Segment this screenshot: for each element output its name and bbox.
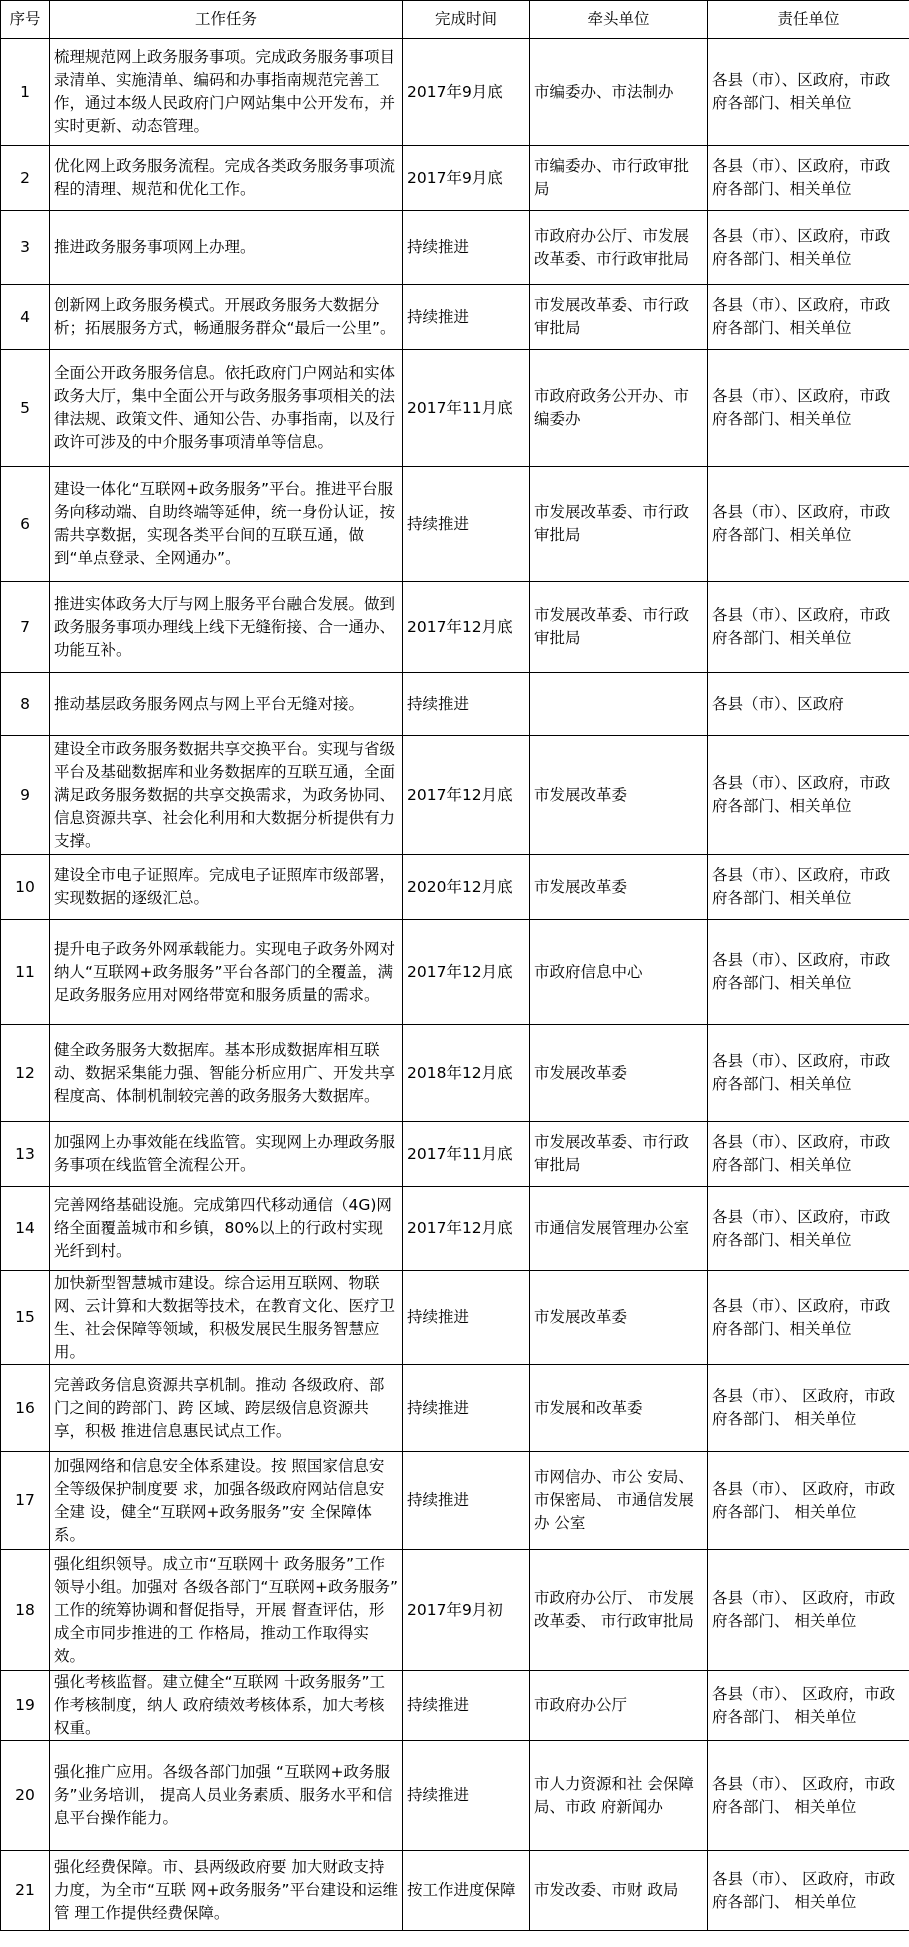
responsible-unit-cell: 各县（市）、 区政府，市政府各部门、 相关单位 bbox=[708, 1365, 909, 1452]
header-lead: 牵头单位 bbox=[530, 1, 708, 39]
responsible-unit-cell: 各县（市）、区政府，市政府各部门、相关单位 bbox=[708, 467, 909, 582]
lead-unit-cell: 市发展和改革委 bbox=[530, 1365, 708, 1452]
task-cell: 建设全市电子证照库。完成电子证照库市级部署，实现数据的逐级汇总。 bbox=[50, 855, 403, 920]
row-number: 14 bbox=[1, 1187, 50, 1271]
lead-unit-cell: 市通信发展管理办公室 bbox=[530, 1187, 708, 1271]
row-number: 7 bbox=[1, 582, 50, 673]
responsible-unit-cell: 各县（市）、区政府，市政府各部门、相关单位 bbox=[708, 1122, 909, 1187]
completion-time-cell: 持续推进 bbox=[403, 1271, 530, 1365]
table-row bbox=[1, 855, 909, 920]
table-row bbox=[1, 582, 909, 673]
row-number: 11 bbox=[1, 920, 50, 1025]
task-cell: 推进政务服务事项网上办理。 bbox=[50, 211, 403, 285]
table-row bbox=[1, 1365, 909, 1452]
responsible-unit-cell: 各县（市）、区政府，市政府各部门、相关单位 bbox=[708, 211, 909, 285]
table-row bbox=[1, 920, 909, 1025]
table-row bbox=[1, 285, 909, 350]
row-number: 13 bbox=[1, 1122, 50, 1187]
table-row bbox=[1, 1550, 909, 1671]
task-cell: 完善政务信息资源共享机制。推动 各级政府、部门之间的跨部门、跨 区域、跨层级信息资源共享，积极 推进信息惠民试点工作。 bbox=[50, 1365, 403, 1452]
responsible-unit-cell: 各县（市）、区政府，市政府各部门、相关单位 bbox=[708, 39, 909, 146]
row-number: 10 bbox=[1, 855, 50, 920]
table-row bbox=[1, 736, 909, 855]
completion-time-cell: 持续推进 bbox=[403, 673, 530, 736]
task-cell: 强化经费保障。市、县两级政府要 加大财政支持力度，为全市“互联 网+政务服务”平台建设和运维管 理工作提供经费保障。 bbox=[50, 1851, 403, 1931]
lead-unit-cell: 市发改委、市财 政局 bbox=[530, 1851, 708, 1931]
task-cell: 推进实体政务大厅与网上服务平台融合发展。做到政务服务事项办理线上线下无缝衔接、合一通办、功能互补。 bbox=[50, 582, 403, 673]
responsible-unit-cell: 各县（市）、区政府，市政府各部门、相关单位 bbox=[708, 920, 909, 1025]
lead-unit-cell: 市政府办公厅、 市发展改革委、 市行政审批局 bbox=[530, 1550, 708, 1671]
responsible-unit-cell: 各县（市）、 区政府，市政府各部门、 相关单位 bbox=[708, 1741, 909, 1851]
lead-unit-cell: 市发展改革委、市行政审批局 bbox=[530, 285, 708, 350]
completion-time-cell: 2017年12月底 bbox=[403, 920, 530, 1025]
responsible-unit-cell: 各县（市）、区政府，市政府各部门、相关单位 bbox=[708, 285, 909, 350]
task-cell: 优化网上政务服务流程。完成各类政务服务事项流程的清理、规范和优化工作。 bbox=[50, 146, 403, 211]
lead-unit-cell: 市编委办、市行政审批局 bbox=[530, 146, 708, 211]
completion-time-cell: 2017年11月底 bbox=[403, 1122, 530, 1187]
table-row bbox=[1, 1122, 909, 1187]
lead-unit-cell: 市政府办公厅 bbox=[530, 1671, 708, 1741]
responsible-unit-cell: 各县（市）、 区政府，市政府各部门、 相关单位 bbox=[708, 1851, 909, 1931]
row-number: 21 bbox=[1, 1851, 50, 1931]
task-cell: 创新网上政务服务模式。开展政务服务大数据分析；拓展服务方式，畅通服务群众“最后一公里”。 bbox=[50, 285, 403, 350]
table-row bbox=[1, 1452, 909, 1550]
completion-time-cell: 2017年12月底 bbox=[403, 582, 530, 673]
table-row bbox=[1, 146, 909, 211]
table-row bbox=[1, 1271, 909, 1365]
row-number: 8 bbox=[1, 673, 50, 736]
task-cell: 强化考核监督。建立健全“互联网 十政务服务”工作考核制度，纳人 政府绩效考核体系，加大考核权重。 bbox=[50, 1671, 403, 1741]
completion-time-cell: 持续推进 bbox=[403, 1365, 530, 1452]
lead-unit-cell: 市人力资源和社 会保障局、市政 府新闻办 bbox=[530, 1741, 708, 1851]
table-row bbox=[1, 467, 909, 582]
task-cell: 完善网络基础设施。完成第四代移动通信（4G)网络全面覆盖城市和乡镇，80%以上的行政村实现光纤到村。 bbox=[50, 1187, 403, 1271]
row-number: 5 bbox=[1, 350, 50, 467]
row-number: 17 bbox=[1, 1452, 50, 1550]
completion-time-cell: 持续推进 bbox=[403, 1671, 530, 1741]
completion-time-cell: 持续推进 bbox=[403, 1452, 530, 1550]
responsible-unit-cell: 各县（市）、区政府，市政府各部门、相关单位 bbox=[708, 582, 909, 673]
row-number: 18 bbox=[1, 1550, 50, 1671]
lead-unit-cell: 市发展改革委、市行政审批局 bbox=[530, 467, 708, 582]
completion-time-cell: 持续推进 bbox=[403, 285, 530, 350]
responsible-unit-cell: 各县（市）、区政府 bbox=[708, 673, 909, 736]
responsible-unit-cell: 各县（市）、 区政府，市政府各部门、 相关单位 bbox=[708, 1671, 909, 1741]
row-number: 15 bbox=[1, 1271, 50, 1365]
completion-time-cell: 2017年12月底 bbox=[403, 736, 530, 855]
task-cell: 强化推广应用。各级各部门加强 “互联网+政务服务”业务培训， 提高人员业务素质、服务水平和信 息平台操作能力。 bbox=[50, 1741, 403, 1851]
task-cell: 加强网络和信息安全体系建设。按 照国家信息安全等级保护制度要 求，加强各级政府网站信息安全建 设，健全“互联网+政务服务”安 全保障体系。 bbox=[50, 1452, 403, 1550]
completion-time-cell: 2018年12月底 bbox=[403, 1025, 530, 1122]
responsible-unit-cell: 各县（市）、区政府，市政府各部门、相关单位 bbox=[708, 146, 909, 211]
completion-time-cell: 2017年9月底 bbox=[403, 146, 530, 211]
task-cell: 梳理规范网上政务服务事项。完成政务服务事项目录清单、实施清单、编码和办事指南规范完善工作，通过本级人民政府门户网站集中公开发布，并实时更新、动态管理。 bbox=[50, 39, 403, 146]
lead-unit-cell: 市发展改革委 bbox=[530, 1271, 708, 1365]
table-row bbox=[1, 1741, 909, 1851]
table-row bbox=[1, 39, 909, 146]
completion-time-cell: 2017年11月底 bbox=[403, 350, 530, 467]
lead-unit-cell: 市发展改革委 bbox=[530, 736, 708, 855]
header-time: 完成时间 bbox=[403, 1, 530, 39]
lead-unit-cell: 市政府办公厅、市发展改革委、市行政审批局 bbox=[530, 211, 708, 285]
task-cell: 加强网上办事效能在线监管。实现网上办理政务服务事项在线监管全流程公开。 bbox=[50, 1122, 403, 1187]
completion-time-cell: 2017年9月初 bbox=[403, 1550, 530, 1671]
task-cell: 健全政务服务大数据库。基本形成数据库相互联动、数据采集能力强、智能分析应用广、开发共享程度高、体制机制较完善的政务服务大数据库。 bbox=[50, 1025, 403, 1122]
table-row bbox=[1, 1671, 909, 1741]
task-cell: 建设一体化“互联网+政务服务”平台。推进平台服务向移动端、自助终端等延伸，统一身份认证，按需共享数据，实现各类平台间的互联互通，做到“单点登录、全网通办”。 bbox=[50, 467, 403, 582]
task-cell: 建设全市政务服务数据共享交换平台。实现与省级平台及基础数据库和业务数据库的互联互通，全面满足政务服务数据的共享交换需求，为政务协同、信息资源共享、社会化利用和大数据分析提供有力支撑。 bbox=[50, 736, 403, 855]
task-cell: 推动基层政务服务网点与网上平台无缝对接。 bbox=[50, 673, 403, 736]
completion-time-cell: 按工作进度保障 bbox=[403, 1851, 530, 1931]
row-number: 12 bbox=[1, 1025, 50, 1122]
lead-unit-cell: 市政府政务公开办、市编委办 bbox=[530, 350, 708, 467]
row-number: 19 bbox=[1, 1671, 50, 1741]
responsible-unit-cell: 各县（市）、区政府，市政府各部门、相关单位 bbox=[708, 1025, 909, 1122]
responsible-unit-cell: 各县（市）、 区政府，市政府各部门、 相关单位 bbox=[708, 1452, 909, 1550]
row-number: 4 bbox=[1, 285, 50, 350]
lead-unit-cell: 市政府信息中心 bbox=[530, 920, 708, 1025]
responsible-unit-cell: 各县（市）、 区政府，市政府各部门、 相关单位 bbox=[708, 1550, 909, 1671]
row-number: 6 bbox=[1, 467, 50, 582]
lead-unit-cell: 市发展改革委 bbox=[530, 855, 708, 920]
row-number: 9 bbox=[1, 736, 50, 855]
lead-unit-cell: 市发展改革委 bbox=[530, 1025, 708, 1122]
completion-time-cell: 2017年9月底 bbox=[403, 39, 530, 146]
completion-time-cell: 持续推进 bbox=[403, 1741, 530, 1851]
table-row bbox=[1, 1851, 909, 1931]
header-no: 序号 bbox=[1, 1, 50, 39]
table-row bbox=[1, 1025, 909, 1122]
task-cell: 强化组织领导。成立市“互联网十 政务服务”工作领导小组。加强对 各级各部门“互联网+政务服务” 工作的统筹协调和督促指导，开展 督查评估，形成全市同步推进的工 作格局，推动工作取得实效。 bbox=[50, 1550, 403, 1671]
lead-unit-cell: 市编委办、市法制办 bbox=[530, 39, 708, 146]
header-task: 工作任务 bbox=[50, 1, 403, 39]
lead-unit-cell: 市发展改革委、市行政审批局 bbox=[530, 582, 708, 673]
responsible-unit-cell: 各县（市）、区政府，市政府各部门、相关单位 bbox=[708, 350, 909, 467]
completion-time-cell: 2020年12月底 bbox=[403, 855, 530, 920]
table-row bbox=[1, 211, 909, 285]
task-cell: 加快新型智慧城市建设。综合运用互联网、物联网、云计算和大数据等技术，在教育文化、医疗卫生、社会保障等领域，积极发展民生服务智慧应用。 bbox=[50, 1271, 403, 1365]
table-row bbox=[1, 673, 909, 736]
completion-time-cell: 持续推进 bbox=[403, 467, 530, 582]
row-number: 16 bbox=[1, 1365, 50, 1452]
lead-unit-cell: 市网信办、市公 安局、市保密局、 市通信发展办 公室 bbox=[530, 1452, 708, 1550]
completion-time-cell: 2017年12月底 bbox=[403, 1187, 530, 1271]
table-row bbox=[1, 350, 909, 467]
lead-unit-cell bbox=[530, 673, 708, 736]
responsible-unit-cell: 各县（市）、区政府，市政府各部门、相关单位 bbox=[708, 1187, 909, 1271]
responsible-unit-cell: 各县（市）、区政府，市政府各部门、相关单位 bbox=[708, 736, 909, 855]
row-number: 2 bbox=[1, 146, 50, 211]
header-row bbox=[1, 1, 909, 39]
task-cell: 全面公开政务服务信息。依托政府门户网站和实体政务大厅，集中全面公开与政务服务事项相关的法律法规、政策文件、通知公告、办事指南，以及行政许可涉及的中介服务事项清单等信息。 bbox=[50, 350, 403, 467]
row-number: 20 bbox=[1, 1741, 50, 1851]
responsible-unit-cell: 各县（市）、区政府，市政府各部门、相关单位 bbox=[708, 1271, 909, 1365]
row-number: 3 bbox=[1, 211, 50, 285]
completion-time-cell: 持续推进 bbox=[403, 211, 530, 285]
task-cell: 提升电子政务外网承载能力。实现电子政务外网对纳人“互联网+政务服务”平台各部门的全覆盖，满足政务服务应用对网络带宽和服务质量的需求。 bbox=[50, 920, 403, 1025]
responsible-unit-cell: 各县（市）、区政府，市政府各部门、相关单位 bbox=[708, 855, 909, 920]
table-row bbox=[1, 1187, 909, 1271]
row-number: 1 bbox=[1, 39, 50, 146]
header-resp: 责任单位 bbox=[708, 1, 909, 39]
lead-unit-cell: 市发展改革委、市行政审批局 bbox=[530, 1122, 708, 1187]
